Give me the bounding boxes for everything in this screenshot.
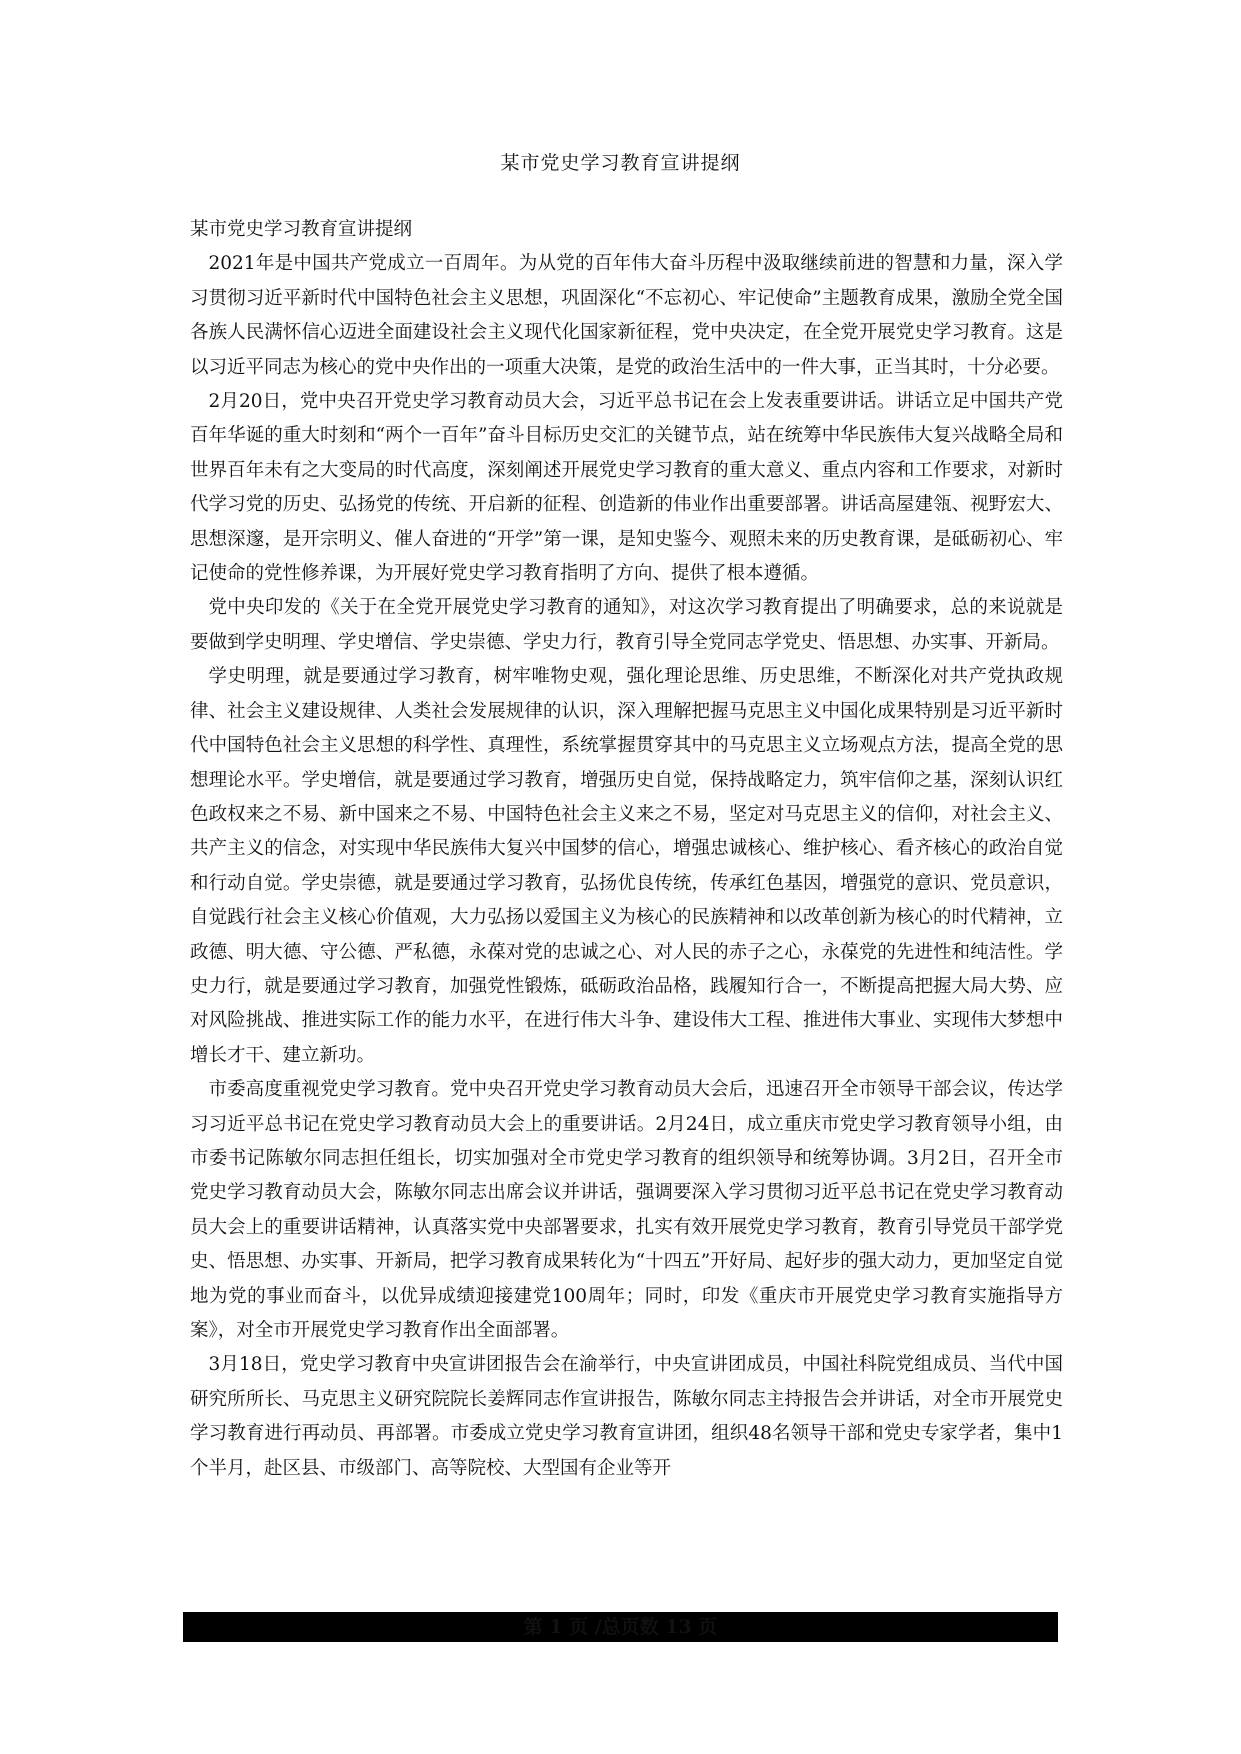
paragraph: 学史明理，就是要通过学习教育，树牢唯物史观，强化理论思维、历史思维，不断深化对共产党执政规律、社会主义建设规律、人类社会发展规律的认识，深入理解把握马克思主义中国化成果特别是习近平新时代中国特色社会主义思想的科学性、真理性，系统掌握贯穿其中的马克思主义立场观点方法，提高全党的思想理论水平。学史增信，就是要通过学习教育，增强历史自觉，保持战略定力，筑牢信仰之基，深刻认识红色政权来之不易、新中国来之不易、中国特色社会主义来之不易，坚定对马克思主义的信仰，对社会主义、共产主义的信念，对实现中华民族伟大复兴中国梦的信心，增强忠诚核心、维护核心、看齐核心的政治自觉和行动自觉。学史崇德，就是要通过学习教育，弘扬优良传统，传承红色基因，增强党的意识、党员意识，自觉践行社会主义核心价值观，大力弘扬以爱国主义为核心的民族精神和以改革创新为核心的时代精神，立政德、明大德、守公德、严私德，永葆对党的忠诚之心、对人民的赤子之心，永葆党的先进性和纯洁性。学史力行，就是要通过学习教育，加强党性锻炼，砥砺政治品格，践履知行合一，不断提高把握大局大势、应对风险挑战、推进实际工作的能力水平，在进行伟大斗争、建设伟大工程、推进伟大事业、实现伟大梦想中增长才干、建立新功。 xyxy=(190,666,1063,1066)
document-title: 某市党史学习教育宣讲提纲 xyxy=(500,152,741,174)
paragraph: 2021年是中国共产党成立一百周年。为从党的百年伟大奋斗历程中汲取继续前进的智慧和力量，深入学习贯彻习近平新时代中国特色社会主义思想，巩固深化“不忘初心、牢记使命”主题教育成果，激励全党全国各族人民满怀信心迈进全面建设社会主义现代化国家新征程，党中央决定，在全党开展党史学习教育。这是以习近平同志为核心的党中央作出的一项重大决策，是党的政治生活中的一件大事，正当其时，十分必要。 xyxy=(190,253,1063,378)
paragraph: 党中央印发的《关于在全党开展党史学习教育的通知》，对这次学习教育提出了明确要求，总的来说就是要做到学史明理、学史增信、学史崇德、学史力行，教育引导全党同志学党史、悟思想、办实事、开新局。 xyxy=(190,597,1063,653)
paragraph: 3月18日，党史学习教育中央宣讲团报告会在渝举行，中央宣讲团成员，中国社科院党组成员、当代中国研究所所长、马克思主义研究院院长姜辉同志作宣讲报告，陈敏尔同志主持报告会并讲话，对全市开展党史学习教育进行再动员、再部署。市委成立党史学习教育宣讲团，组织48名领导干部和党史专家学者，集中1个半月，赴区县、市级部门、高等院校、大型国有企业等开 xyxy=(190,1354,1063,1479)
page-number-label: 第 1 页 /总页数 13 页 xyxy=(523,1616,718,1638)
subtitle-paragraph: 某市党史学习教育宣讲提纲 xyxy=(190,219,413,240)
paragraph: 2月20日，党中央召开党史学习教育动员大会，习近平总书记在会上发表重要讲话。讲话立足中国共产党百年华诞的重大时刻和“两个一百年”奋斗目标历史交汇的关键节点，站在统筹中华民族伟大复兴战略全局和世界百年未有之大变局的时代高度，深刻阐述开展党史学习教育的重大意义、重点内容和工作要求，对新时代学习党的历史、弘扬党的传统、开启新的征程、创造新的伟业作出重要部署。讲话高屋建瓴、视野宏大、思想深邃，是开宗明义、催人奋进的“开学”第一课，是知史鉴今、观照未来的历史教育课，是砥砺初心、牢记使命的党性修养课，为开展好党史学习教育指明了方向、提供了根本遵循。 xyxy=(190,391,1063,585)
document-body xyxy=(190,213,1063,1486)
paragraph: 市委高度重视党史学习教育。党中央召开党史学习教育动员大会后，迅速召开全市领导干部会议，传达学习习近平总书记在党史学习教育动员大会上的重要讲话。2月24日，成立重庆市党史学习教育领导小组，由市委书记陈敏尔同志担任组长，切实加强对全市党史学习教育的组织领导和统筹协调。3月2日，召开全市党史学习教育动员大会，陈敏尔同志出席会议并讲话，强调要深入学习贯彻习近平总书记在党史学习教育动员大会上的重要讲话精神，认真落实党中央部署要求，扎实有效开展党史学习教育，教育引导党员干部学党史、悟思想、办实事、开新局，把学习教育成果转化为“十四五”开好局、起好步的强大动力，更加坚定自觉地为党的事业而奋斗，以优异成绩迎接建党100周年；同时，印发《重庆市开展党史学习教育实施指导方案》，对全市开展党史学习教育作出全面部署。 xyxy=(190,1079,1063,1341)
